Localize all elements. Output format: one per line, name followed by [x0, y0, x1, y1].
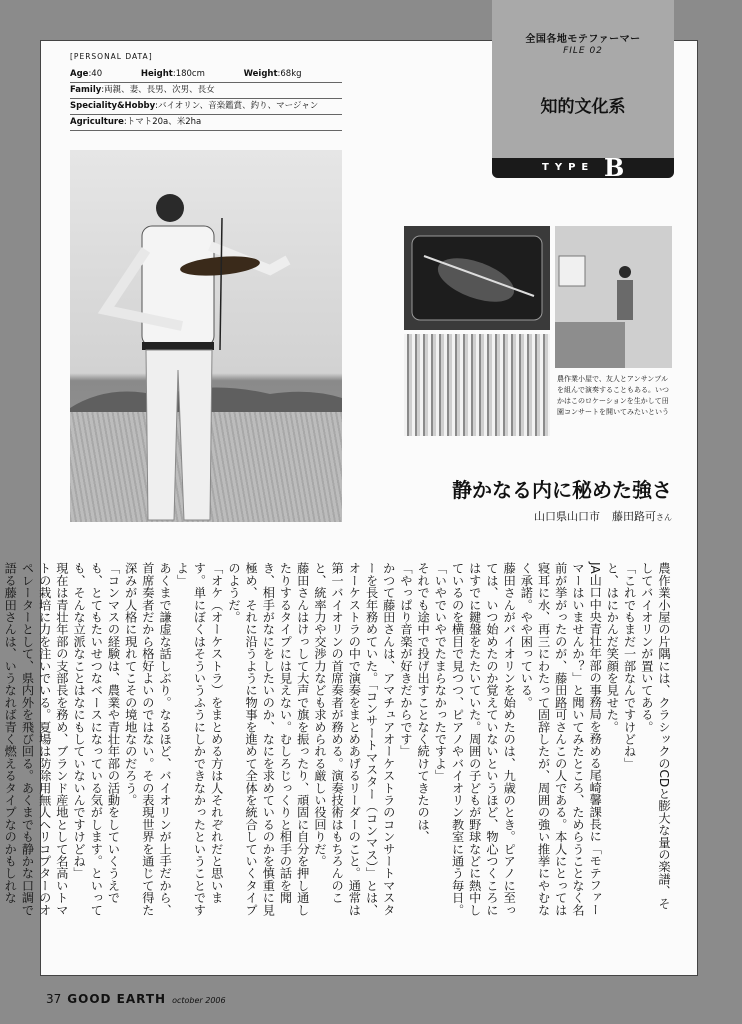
- type-tab: [492, 0, 674, 182]
- height-value: :180cm: [172, 69, 205, 79]
- series-title: 全国各地モテファーマー: [525, 34, 641, 45]
- body-paragraph: それでも途中で投げ出すことなく続けてきたのは、: [416, 562, 431, 843]
- hobby-label: Speciality&Hobby: [70, 101, 156, 111]
- agriculture-value: :トマト20a、米2ha: [123, 117, 202, 127]
- issue-date: october 2006: [172, 996, 226, 1005]
- personal-row-stats: [70, 67, 342, 83]
- body-paragraph: 「やっぱり音楽が好きだからです」: [398, 562, 413, 758]
- type-bar: [492, 153, 674, 182]
- family-value: :両親、妻、長男、次男、長女: [101, 85, 215, 95]
- article-headline: 静かなる内に秘めた強さ: [452, 478, 672, 502]
- agriculture-label: Agriculture: [70, 117, 124, 127]
- body-paragraph: 藤田さんはけっして大声で旗を振ったり、頑固に自分を押し通したりするタイプには見えない。むしろじっくりと相手の話を聞き、相手がなにをしたいのか、なにを求めているのかを慎重に見極め、それに沿うように物事を進めて全体を統合していくタイプのようだ。: [226, 562, 310, 916]
- weight-value: :68kg: [277, 69, 302, 79]
- byline-name: 藤田路可: [612, 510, 656, 523]
- genre-title: 知的文化系: [540, 97, 626, 117]
- type-label: TYPE: [542, 162, 595, 173]
- personal-row-agriculture: [70, 115, 342, 131]
- personal-data: [70, 52, 342, 131]
- magazine-name: GOOD EARTH: [67, 992, 167, 1006]
- body-paragraph: 現在は青壮年部の支部長を務め、ブランド産地として名高いトマトの栽培に力を注いでいる。夏場は防除用無人ヘリコプターのオペレーターとして、県内外を飛び回る。あくまでも静かな口調で語る藤田さんは、いうなれば青く燃えるタイプなのかもしれな: [3, 562, 69, 916]
- personal-row-hobby: [70, 99, 342, 115]
- age-label: Age: [70, 69, 89, 79]
- page-footer: [46, 992, 226, 1006]
- byline-honorific: さん: [656, 513, 672, 522]
- violin-case-illustration: [404, 226, 550, 330]
- body-paragraph: 「オケ（オーケストラ）をまとめる方は人それぞれだと思います。単にぼくはそういうふうにしかできなかったということですよ」: [175, 562, 224, 916]
- body-paragraph: 農作業小屋の片隅には、クラシックのCDと膨大な量の楽譜、そしてバイオリンが置いてある。: [639, 562, 671, 910]
- page-number: 37: [46, 992, 62, 1006]
- type-letter: B: [604, 153, 625, 182]
- body-paragraph: JA山口中央青壮年部の事務局を務める尾崎馨課長に「モテファーマーはいませんか？」と聞いてみたところ、ためらうことなく名前が挙がったのが、藤田路可さんこの人である。本人にとっては寝耳に水、再三にわたって固辞したが、周囲の強い推挙にやむなく承諾。やや困っている。: [519, 562, 603, 916]
- height-label: Height: [140, 69, 173, 79]
- body-paragraph: 「コンマスの経験は、農業や青壮年部の活動をしていくうえでも、とてもたいせつなベースになっている気がします。といっても、そんな立派なことはなにもしていないんですけどね」: [72, 562, 121, 916]
- personal-row-family: [70, 83, 342, 99]
- violin-case-photo: [404, 226, 550, 330]
- body-paragraph: あくまで謙虚な話しぶり。なるほど、バイオリンが上手だから、首席奏者だから格好よいのではない。その表現世界を通じて得た深みが人格に現れてこその境地なのだろう。: [123, 562, 173, 916]
- family-label: Family: [70, 85, 102, 95]
- violinist-photo: [70, 150, 342, 522]
- violinist-silhouette: [70, 150, 342, 522]
- file-number: FILE 02: [563, 46, 603, 56]
- byline: [404, 508, 672, 524]
- article-body: [3, 562, 672, 917]
- body-paragraph: 「これでもまだ一部なんですけどね」: [622, 562, 637, 770]
- workshop-photo: [555, 226, 672, 368]
- weight-label: Weight: [243, 69, 278, 79]
- personal-data-header: [PERSONAL DATA]: [70, 52, 153, 61]
- body-paragraph: かつて藤田さんは、アマチュアオーケストラのコンサートマスターを長年務めていた。「コンサートマスター（コンマス）」とは、オーケストラの中で演奏をまとめあげるリーダーのこと。通常は第一バイオリンの首席奏者が務める。演奏技術はもちろんのこと、統率力や交渉力なども求められる厳しい役回りだ。: [312, 562, 396, 916]
- body-paragraph: と、はにかんだ笑顔を見せた。: [605, 562, 620, 733]
- hobby-value: :バイオリン、音楽鑑賞、釣り、マージャン: [155, 101, 319, 111]
- workshop-illustration: [555, 226, 672, 368]
- byline-place: 山口県山口市: [534, 510, 600, 523]
- photo-caption: 農作業小屋で、友人とアンサンブルを組んで演奏することもある。いつかはこのロケーションを生かして田園コンサートを開いてみたいという: [557, 375, 669, 416]
- sheet-music-photo: [404, 334, 550, 436]
- age-value: :40: [88, 69, 103, 79]
- body-paragraph: 藤田さんがバイオリンを始めたのは、九歳のとき。ピアノに至っては、いつ始めたのか覚えていないというほど、物心つくころにはすでに鍵盤をたたいていた。周囲の子どもが野球などに熱中しているのを横目で見つつ、ピアノやバイオリン教室に通う毎日。「いやでいやでたまらなかったですよ」: [433, 562, 517, 916]
